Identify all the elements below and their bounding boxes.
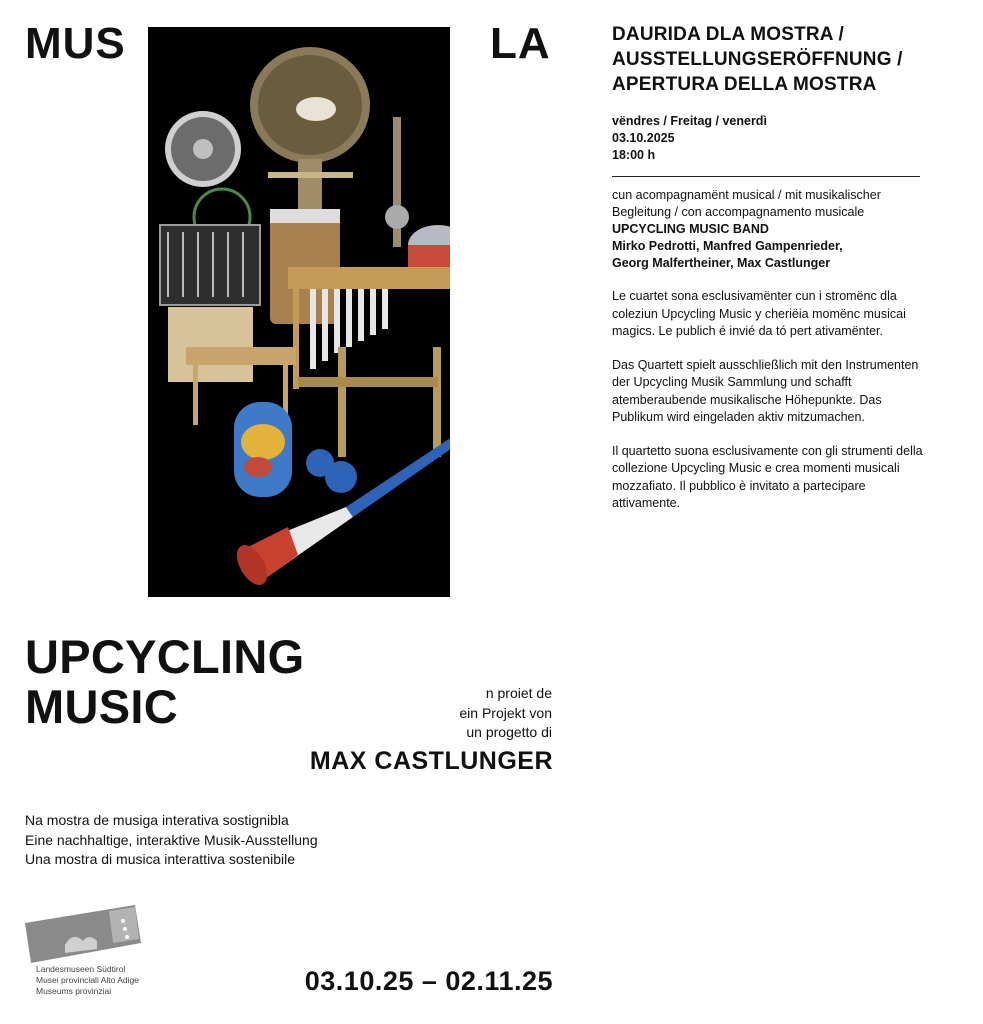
project-by-line: un progetto di [466, 724, 552, 740]
subtitle-line: Una mostra di musica interattiva sostenibile [25, 851, 296, 867]
subtitle-line: Na mostra de musiga interativa sostignibla [25, 812, 289, 828]
exhibition-title-line: UPCYCLING [25, 630, 305, 683]
exhibition-title [25, 632, 305, 732]
event-date: 03.10.2025 [612, 131, 675, 145]
exhibition-dates: 03.10.25 – 02.11.25 [304, 966, 553, 996]
divider [612, 176, 920, 177]
event-heading-line: DAURIDA DLA MOSTRA / [612, 24, 844, 45]
event-day: vëndres / Freitag / venerdì [612, 114, 767, 128]
header-word-mus: MUS [25, 19, 126, 68]
band-name: UPCYCLING MUSIC BAND [612, 222, 769, 236]
band-members-line: Georg Malfertheiner, Max Castlunger [612, 256, 831, 270]
instruments-photo [148, 27, 450, 597]
museum-name-line: Landesmuseen Südtirol [36, 964, 126, 974]
subtitle-line: Eine nachhaltige, interaktive Musik-Ausstellung [25, 831, 318, 848]
instruments-illustration [148, 27, 450, 597]
event-heading-line: APERTURA DELLA MOSTRA [612, 74, 877, 95]
museum-logo-icon [25, 905, 145, 963]
paragraph-ladin: Le cuartet sona esclusivamënter cun i stromënc dla coleziun Upcycling Music y cheriëia momënc musicai magics. Le publich é invié da tó pert ativamënter. [612, 289, 906, 338]
event-date-block [612, 113, 942, 164]
exhibition-title-line: MUSIC [25, 680, 178, 733]
project-by [380, 684, 552, 743]
project-by-line: ein Projekt von [459, 704, 552, 721]
museum-name-line: Musei provinciali Alto Adige [36, 975, 140, 985]
museum-name [36, 964, 139, 997]
event-time: 18:00 h [612, 148, 656, 162]
paragraph-italian: Il quartetto suona esclusivamente con gli strumenti della collezione Upcycling Music e crea momenti musicali mozzafiato. Il pubblico è invitato a partecipare attivamente. [612, 443, 923, 510]
exhibition-subtitles [25, 811, 318, 870]
event-info [612, 22, 942, 513]
accompaniment-line: cun acompagnamënt musical / mit musikalischer [612, 188, 881, 202]
project-by-line: n proiet de [485, 685, 552, 701]
author-name: MAX CASTLUNGER [309, 747, 553, 775]
event-heading [612, 22, 942, 97]
header-word-la: LA [490, 19, 551, 68]
museum-name-line: Museums provinziai [36, 986, 112, 996]
band-members-line: Mirko Pedrotti, Manfred Gampenrieder, [612, 239, 843, 253]
accompaniment-line: Begleitung / con accompagnamento musicale [612, 205, 865, 219]
accompaniment-block [612, 187, 942, 272]
event-heading-line: AUSSTELLUNGSERÖFFNUNG / [612, 49, 903, 70]
paragraph-german: Das Quartett spielt ausschließlich mit den Instrumenten der Upcycling Musik Sammlung und schafft atemberaubende musikalische Höhepunkte. Das Publikum wird eingeladen aktiv mitzumachen. [612, 357, 919, 424]
